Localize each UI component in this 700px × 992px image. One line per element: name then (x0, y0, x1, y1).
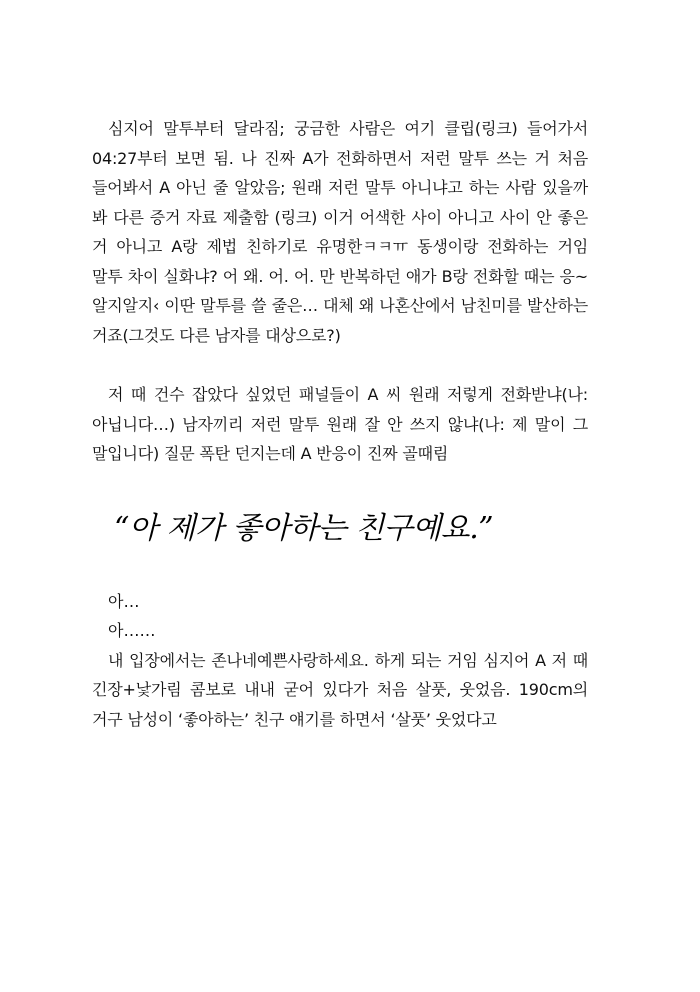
reaction-line-1: 아… (108, 591, 140, 611)
document-page (92, 114, 588, 734)
paragraph-smile: 내 입장에서는 존나네예쁜사랑하세요. 하게 되는 거임 심지어 A 저 때 긴장+낯가림 콤보로 내내 굳어 있다가 처음 살풋, 웃었음. 190cm의 거구 남성이 ‘좋아하는’ 친구 얘기를 하면서 ‘살풋’ 웃었다고 (92, 650, 588, 729)
reaction-line-2: 아…… (108, 621, 156, 640)
paragraph-panel-questions: 저 때 건수 잡았다 싶었던 패널들이 A 씨 원래 저렇게 전화받냐(나: 아닙니다…) 남자끼리 저런 말투 원래 잘 안 쓰지 않냐(나: 제 말이 그 말입니다) 질문 폭탄 던지는데 A 반응이 진짜 골때림 (92, 385, 588, 463)
paragraph-speech-change: 심지어 말투부터 달라짐; 궁금한 사람은 여기 클립(링크) 들어가서 04:27부터 보면 됨. 나 진짜 A가 전화하면서 저런 말투 쓰는 거 처음 들어봐서 A 아닌 줄 알았음; 원래 저런 말투 아니냐고 하는 사람 있을까 봐 다른 증거 자료 제출함 (링크) 이거 어색한 사이 아니고 사이 안 좋은 거 아니고 A랑 제법 친하기로 유명한ㅋㅋㅠ 동생이랑 전화하는 거임 말투 차이 실화냐? 어 왜. 어. 어. 만 반복하던 애가 B랑 전화할 때는 응~ 알지알지‹ 이딴 말투를 쓸 줄은… 대체 왜 나혼산에서 남친미를 발산하는 거죠(그것도 다른 남자를 대상으로?) (92, 119, 589, 345)
pull-quote: “아 제가 좋아하는 친구예요.” (114, 510, 494, 546)
